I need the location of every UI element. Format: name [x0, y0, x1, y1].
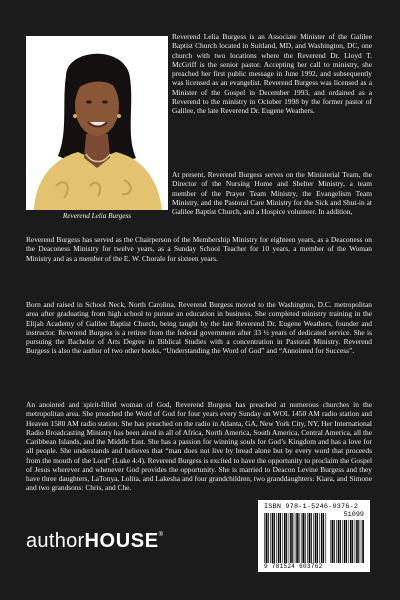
photo-caption: Reverend Lelia Burgess — [62, 212, 132, 220]
publisher-logo — [26, 530, 163, 553]
barcode-number: 9 781524 603762 — [264, 563, 323, 570]
bio-paragraph-4: An anointed and spirit-filled woman of God, Reverend Burgess has preached at numerous churches in the metropolitan area. She preached the Word of God for four years every Sunday on WOL 1450 AM radio station and Heaven 1580 AM radio station. She has preached on the radio in Atlanta, GA, New York City, NY, Her International Radio Broadcasting Ministry has been aired in all of Africa, North America, South America, Central America, all the Caribbean Islands, and the Middle East. She has a passion for winning souls for God’s Kingdom and has a love for all people. She understands and believes that “man does not live by bread alone but by every word that proceeds from the mouth of the Lord” (Luke 4:4). Reverend Burgess is excited to have the opportunity to proclaim the Gospel of Jesus wherever and whenever God provides the opportunity. She is married to Deacon Levine Burgess and they have three daughters, LaTonya, Lolita, and Lakesha and four grandchildren, two granddaughters: Kiara, and Simone and two grandsons: Chris, and Che. — [26, 400, 372, 493]
barcode-addon-bars — [330, 520, 364, 563]
isbn-text: ISBN 978-1-5246-0376-2 — [264, 503, 359, 511]
bio-paragraph-3: Born and raised in School Neck, North Carolina, Reverend Burgess moved to the Washington, D.C. metropolitan area after graduating from high school to pursue an education in business. She completed ministry training in the Elijah Academy of Galilee Baptist Church, being taught by the late Reverend Dr. Eugene Weathers, founder and instructor. Reverend Burgess is a retiree from the federal government after 33 ½ years of dedicated service. She is pursuing the Bachelor of Arts Degree in Biblical Studies with a concentration in Pastoral Ministry. Reverend Burgess is also the author of two other books, “Understanding the Word of God” and “Annointed for Success”. — [26, 300, 372, 356]
logo-house-text: HOUSE — [84, 530, 159, 552]
bio-paragraph-2-top: At present, Reverend Burgess serves on the Ministerial Team, the Director of the Nursing Home and Shelter Ministry, a team member of the Prayer Team Ministry, the Evangelism Team Ministry, and the Pastoral Care Ministry for the Sick and Shut-in at Galilee Baptist Church, and a Hospice volunteer. In addition, — [172, 170, 372, 216]
bio-paragraph-1: Reverend Lelia Burgess is an Associate Minister of the Galilee Baptist Church located in Suitland, MD, and Washington, DC, one church with two locations where the Reverend Dr. Lloyd T. McGriff is the senior pastor. Accepting her call to ministry, she preached her first public message in June 1992, and subsequently was licensed as an evangelist. Reverend Burgess was licensed as a Minister of the Gospel in December 1993, and ordained as a Reverend to the ministry in October 1998 by the former pastor of Galilee, the late Reverend Dr. Eugene Weathers. — [172, 32, 372, 115]
logo-author-text: author — [26, 530, 85, 552]
bio-paragraph-2-continued: Reverend Burgess has served as the Chairperson of the Membership Ministry for eighteen years, as a Deaconess on the Deaconess Ministry for twelve years, as a Sunday School Teacher for 10 years, a member of the Woman Ministry and as a member of the E. W. Chorale for sixteen years. — [26, 235, 372, 263]
logo-registered-mark: ® — [158, 532, 164, 538]
price-code: 51099 — [343, 511, 364, 519]
barcode-main-bars — [264, 513, 328, 563]
isbn-barcode — [258, 500, 370, 572]
author-photo — [26, 36, 168, 210]
author-photo-frame — [26, 36, 168, 210]
author-portrait-illustration — [26, 36, 168, 210]
